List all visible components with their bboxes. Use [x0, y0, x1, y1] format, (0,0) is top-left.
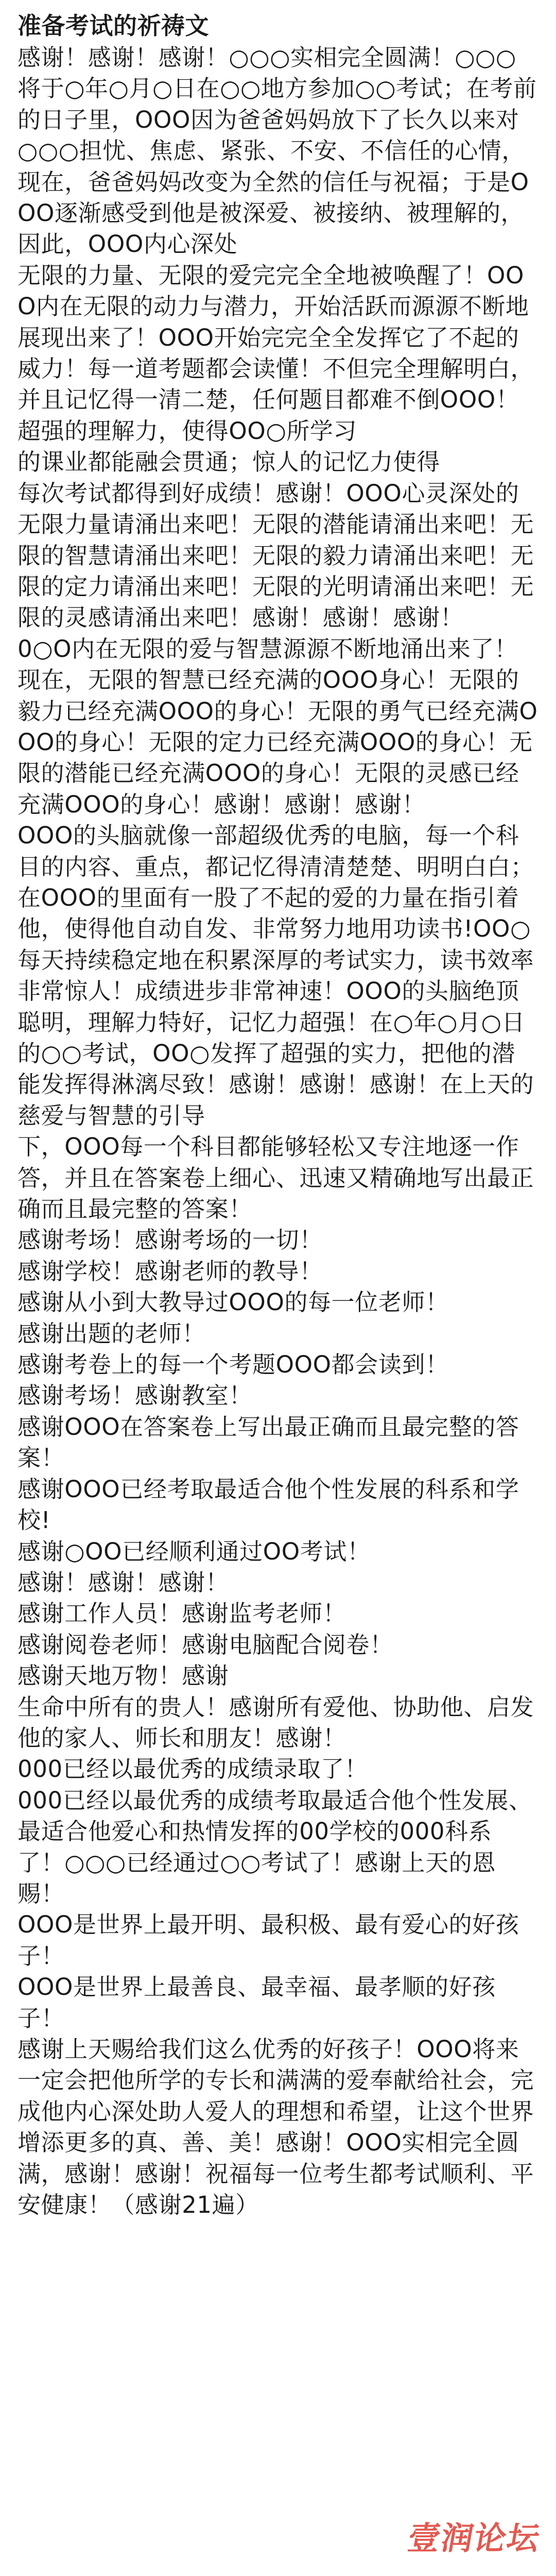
paragraph: 无限的力量、无限的爱完完全全地被唤醒了！OOO内在无限的动力与潜力，开始活跃而源源不断地展现出来了！OOO开始完完全全发挥它了不起的威力！每一道考题都会读懂！不但完全理解明白，并且记忆得一清二楚，任何题目都难不倒OOO！超强的理解力，使得OO○所学习: [18, 261, 534, 445]
paragraph: 000已经以最优秀的成绩录取了！: [18, 1755, 368, 1783]
paragraph: 感谢阅卷老师！感谢电脑配合阅卷！: [18, 1631, 393, 1658]
paragraph: 感谢○OO已经顺利通过OO考试！: [18, 1537, 371, 1565]
paragraph: 生命中所有的贵人！感谢所有爱他、协助他、启发他的家人、师长和朋友！感谢！: [18, 1693, 534, 1752]
document-body: [18, 42, 538, 2221]
document-title: 准备考试的祈祷文: [18, 12, 209, 40]
paragraph: 0○O内在无限的爱与智慧源源不断地涌出来了！现在，无限的智慧已经充满的OOO身心！无限的毅力已经充满OOO的身心！无限的勇气已经充满OOO的身心！无限的定力已经充满OOO的身心！无限的潜能已经充满OOO的身心！无限的灵感已经充满OOO的身心！感谢！感谢！感谢！: [18, 635, 538, 818]
paragraph: OOO的头脑就像一部超级优秀的电脑，每一个科目的内容、重点，都记忆得清清楚楚、明明白白；在OOO的里面有一股了不起的爱的力量在指引着他，使得他自动自发、非常努力地用功读书!OO○每天持续稳定地在积累深厚的考试实力，读书效率非常惊人！成绩进步非常神速！OOO的头脑绝顶聪明，理解力特好，记忆力超强！在○年○月○日的○○考试，OO○发挥了超强的实力，把他的潜能发挥得淋漓尽致！感谢！感谢！感谢！在上天的慈爱与智慧的引导: [18, 822, 534, 1129]
paragraph: 的课业都能融会贯通；惊人的记忆力使得: [18, 448, 440, 476]
paragraph: 感谢上天赐给我们这么优秀的好孩子！OOO将来一定会把他所学的专长和满满的爱奉献给社会，完成他内心深处助人爱人的理想和希望，让这个世界增添更多的真、善、美！感谢！OOO实相完全圆满，感谢！感谢！祝福每一位考生都考试顺利、平安健康！（感谢21遍）: [18, 2036, 534, 2219]
paragraph: OOO是世界上最善良、最幸福、最孝顺的好孩子！: [18, 1973, 496, 2032]
forum-watermark: [405, 2513, 544, 2558]
paragraph: OOO是世界上最开明、最积极、最有爱心的好孩子！: [18, 1911, 519, 1970]
paragraph: 每次考试都得到好成绩！感谢！OOO心灵深处的无限力量请涌出来吧！无限的潜能请涌出来吧！无限的智慧请涌出来吧！无限的毅力请涌出来吧！无限的定力请涌出来吧！无限的光明请涌出来吧！无限的灵感请涌出来吧！感谢！感谢！感谢！: [18, 479, 534, 632]
paragraph: 感谢出题的老师！: [18, 1319, 205, 1347]
paragraph: 感谢天地万物！感谢: [18, 1662, 229, 1690]
paragraph: 感谢学校！感谢老师的教导！: [18, 1257, 323, 1285]
paragraph: 000已经以最优秀的成绩考取最适合他个性发展、最适合他爱心和热情发挥的00学校的000科系了！○○○已经通过○○考试了！感谢上天的恩赐！: [18, 1786, 532, 1907]
paragraph: 感谢！感谢！感谢！○○○实相完全圆满！○○○将于○年○月○日在○○地方参加○○考试；在考前的日子里，OOO因为爸爸妈妈放下了长久以来对○○○担忧、焦虑、紧张、不安、不信任的心情，现在，爸爸妈妈改变为全然的信任与祝福；于是OOO逐渐感受到他是被深爱、被接纳、被理解的，因此，OOO内心深处: [18, 44, 537, 258]
paragraph: 感谢工作人员！感谢监考老师！: [18, 1600, 346, 1628]
paragraph: 感谢考场！感谢教室！: [18, 1382, 253, 1410]
paragraph: 感谢考卷上的每一个考题OOO都会读到！: [18, 1351, 449, 1379]
watermark-text: 壹润论坛: [405, 2519, 544, 2557]
paragraph: 感谢！感谢！感谢！: [18, 1568, 229, 1596]
paragraph: 感谢OOO已经考取最适合他个性发展的科系和学校!: [18, 1475, 519, 1534]
paragraph: 感谢考场！感谢考场的一切！: [18, 1226, 323, 1254]
paragraph: 感谢OOO在答案卷上写出最正确而且最完整的答案！: [18, 1413, 519, 1472]
paragraph: 下，OOO每一个科目都能够轻松又专注地逐一作答，并且在答案卷上细心、迅速又精确地写出最正确而且最完整的答案！: [18, 1133, 534, 1223]
paragraph: 感谢从小到大教导过OOO的每一位老师！: [18, 1289, 449, 1316]
